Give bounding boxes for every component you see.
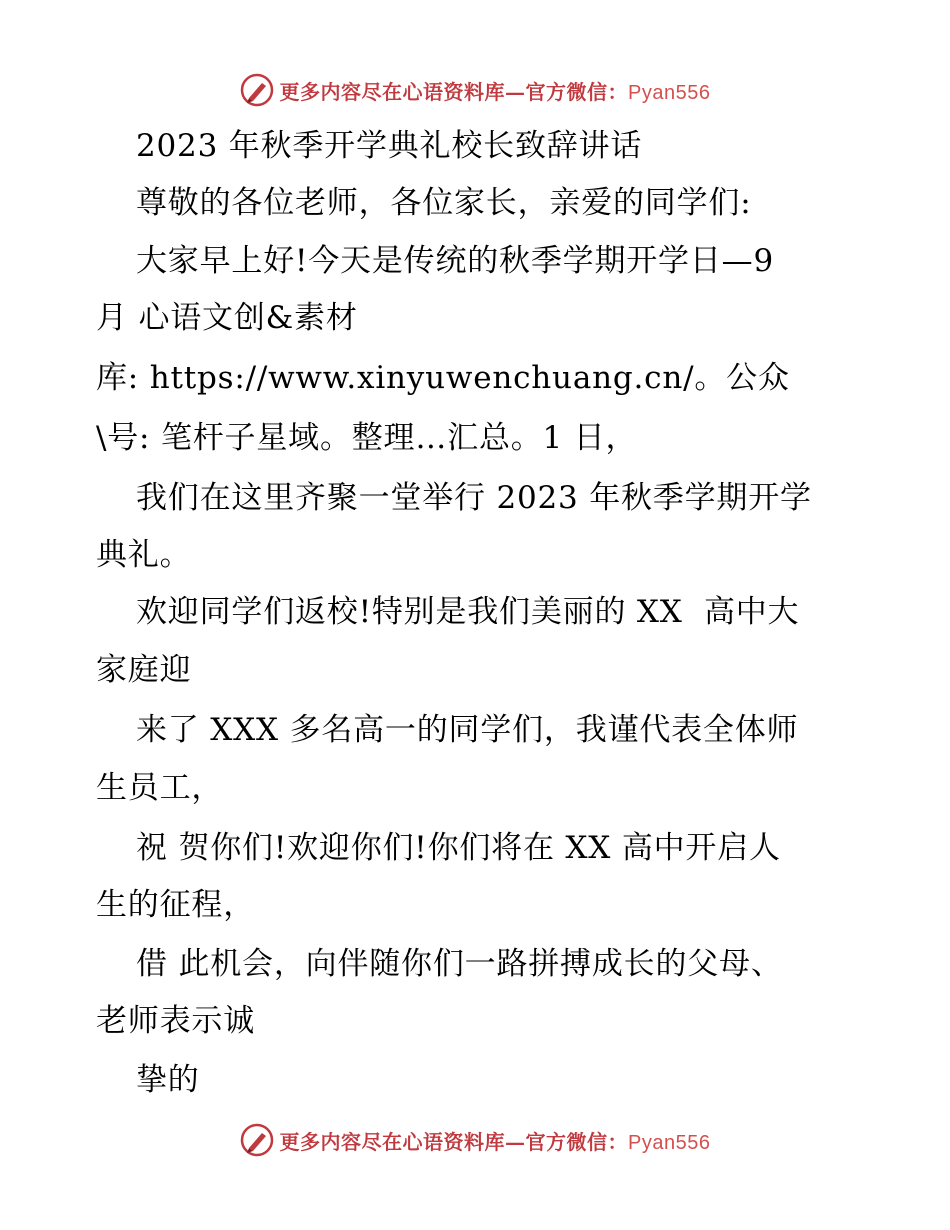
paragraph-line: 祝 贺你们!欢迎你们!你们将在 XX 高中开启人 xyxy=(136,830,781,866)
pen-logo-icon xyxy=(240,1123,274,1157)
document-title: 2023 年秋季开学典礼校长致辞讲话 xyxy=(136,128,643,164)
footer-banner xyxy=(0,1118,950,1162)
paragraph-line: 我们在这里齐聚一堂举行 2023 年秋季学期开学 xyxy=(136,480,812,516)
paragraph-line: 生的征程， xyxy=(96,887,255,923)
header-banner xyxy=(0,68,950,112)
paragraph-line: 月 心语文创&素材 xyxy=(96,300,358,336)
paragraph-line: 库: https://www.xinyuwenchuang.cn/。公众 xyxy=(96,360,790,396)
wechat-id: Pyan556 xyxy=(628,81,711,104)
banner-text: 更多内容尽在心语资料库—官方微信：Pyan556 xyxy=(279,1129,711,1154)
paragraph-line: 欢迎同学们返校!特别是我们美丽的 XX 高中大 xyxy=(136,594,800,630)
banner-text: 更多内容尽在心语资料库—官方微信：Pyan556 xyxy=(279,79,711,104)
paragraph-line: 来了 XXX 多名高一的同学们，我谨代表全体师 xyxy=(136,712,799,748)
paragraph-line: 挚的 xyxy=(136,1062,200,1098)
paragraph-line: 借 此机会，向伴随你们一路拼搏成长的父母、 xyxy=(136,946,783,982)
pen-logo-icon xyxy=(240,73,274,107)
paragraph-line: 大家早上好!今天是传统的秋季学期开学日—9 xyxy=(136,243,774,279)
paragraph-line: 典礼。 xyxy=(96,537,192,573)
paragraph-line: 家庭迎 xyxy=(96,652,192,688)
wechat-id: Pyan556 xyxy=(628,1131,711,1154)
salutation: 尊敬的各位老师，各位家长，亲爱的同学们: xyxy=(136,185,752,221)
paragraph-line: 生员工， xyxy=(96,770,224,806)
paragraph-line: \号: 笔杆子星域。整理…汇总。1 日， xyxy=(96,420,638,456)
paragraph-line: 老师表示诚 xyxy=(96,1003,255,1039)
